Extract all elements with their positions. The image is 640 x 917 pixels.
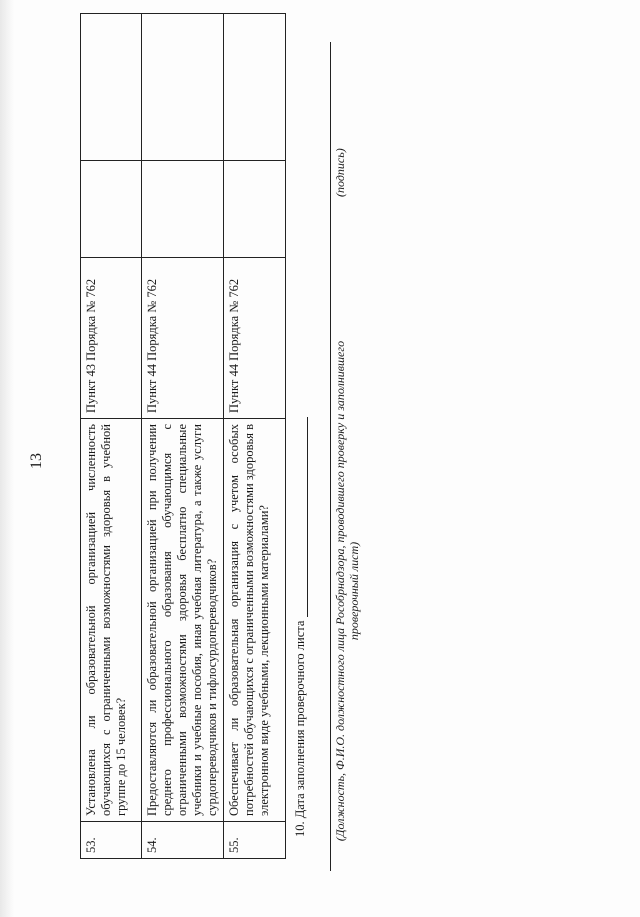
row-reference: Пункт 44 Порядка № 762 — [142, 258, 224, 419]
note-cell — [224, 14, 286, 161]
row-question: Обеспечивает ли образовательная организация с учетом особых потребностей обучающихся с ограниченными возможностями здоровья в электронном виде учебными, лекционными материалами? — [224, 419, 286, 822]
table-row — [142, 14, 224, 859]
note-cell — [81, 14, 142, 161]
answer-cell — [224, 161, 286, 258]
row-number: 54. — [142, 822, 224, 859]
checklist-table — [80, 13, 286, 859]
signature-block — [330, 291, 331, 871]
row-number: 55. — [224, 822, 286, 859]
date-blank — [295, 417, 308, 617]
signature-rule — [330, 291, 331, 871]
answer-cell — [142, 161, 224, 258]
row-reference: Пункт 43 Порядка № 762 — [81, 258, 142, 419]
signature-caption: (Должность, Ф.И.О. должностного лица Рособрнадзора, проводившего проверку и заполнившего проверочный лист) — [333, 340, 361, 842]
row-reference: Пункт 44 Порядка № 762 — [224, 258, 286, 419]
sign-rule — [330, 42, 331, 327]
date-label: 10. Дата заполнения проверочного листа — [293, 620, 307, 837]
answer-cell — [81, 161, 142, 258]
page-number: 13 — [28, 453, 45, 469]
row-question: Предоставляются ли образовательной организацией при получении среднего профессионального образования обучающимся с ограниченными возможностями здоровья бесплатно специальные учебники и учебные пособия, иная учебная литература, а также услуги сурдопереводчиков и тифлосурдопереводчиков? — [142, 419, 224, 822]
table-row — [81, 14, 142, 859]
table-row — [224, 14, 286, 859]
note-cell — [142, 14, 224, 161]
date-line — [293, 417, 308, 837]
row-number: 53. — [81, 822, 142, 859]
sign-caption: (подпись) — [333, 148, 347, 197]
row-question: Установлена ли образовательной организацией численность обучающихся с ограниченными возможностями здоровья в учебной группе до 15 человек? — [81, 419, 142, 822]
